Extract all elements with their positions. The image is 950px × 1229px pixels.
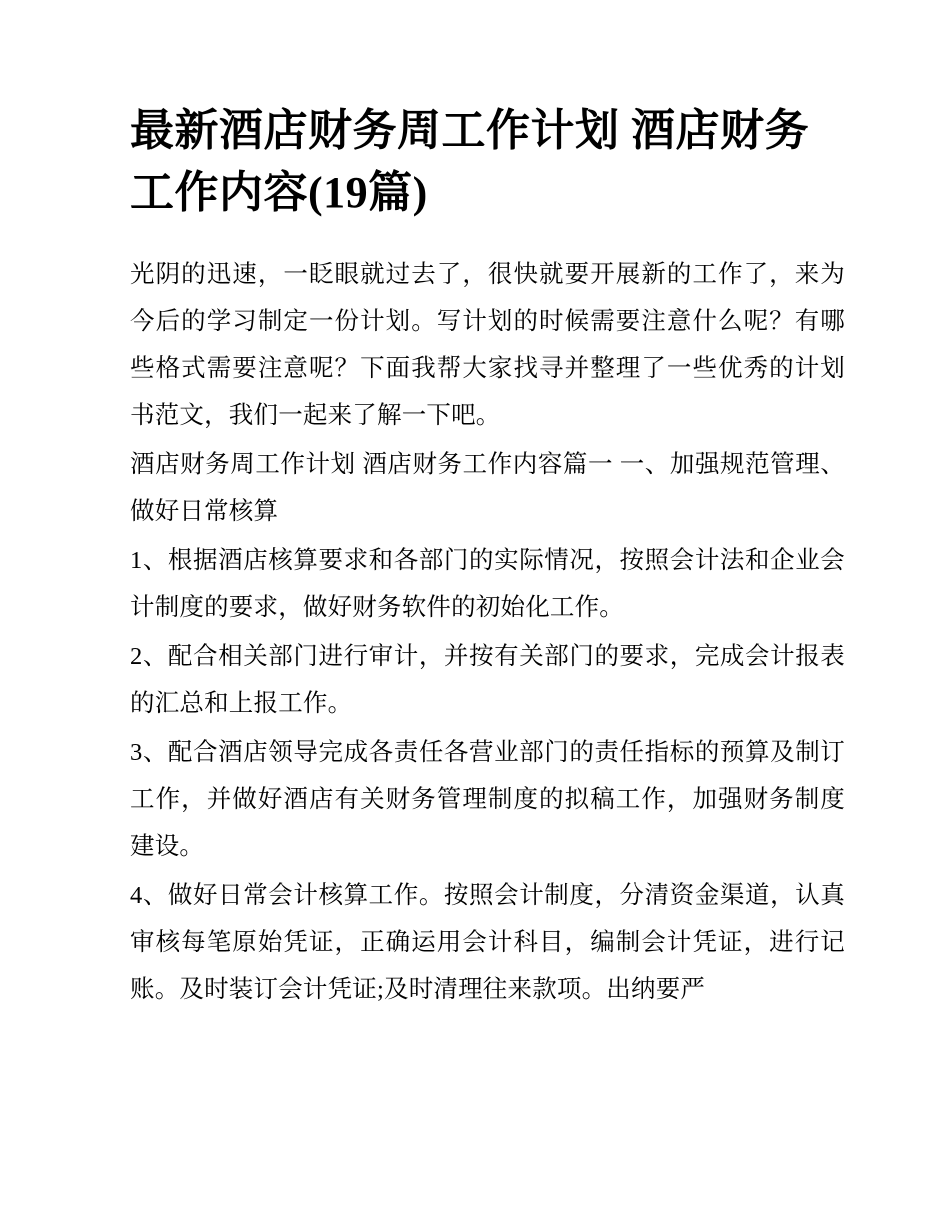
body-paragraph: 3、配合酒店领导完成各责任各营业部门的责任指标的预算及制订工作，并做好酒店有关财务管理制度的拟稿工作，加强财务制度建设。 — [130, 739, 845, 861]
body-paragraph: 光阴的迅速，一眨眼就过去了，很快就要开展新的工作了，来为今后的学习制定一份计划。写计划的时候需要注意什么呢？有哪些格式需要注意呢？下面我帮大家找寻并整理了一些优秀的计划书范文，我们一起来了解一下吧。 — [130, 260, 845, 430]
body-paragraph: 2、配合相关部门进行审计，并按有关部门的要求，完成会计报表的汇总和上报工作。 — [130, 643, 845, 718]
body-paragraph: 酒店财务周工作计划 酒店财务工作内容篇一 一、加强规范管理、做好日常核算 — [130, 451, 845, 526]
page-title: 最新酒店财务周工作计划 酒店财务工作内容(19篇) — [130, 106, 809, 218]
body-paragraph: 1、根据酒店核算要求和各部门的实际情况，按照会计法和企业会计制度的要求，做好财务软件的初始化工作。 — [130, 547, 845, 622]
body-paragraph: 4、做好日常会计核算工作。按照会计制度，分清资金渠道，认真审核每笔原始凭证，正确运用会计科目，编制会计凭证，进行记账。及时装订会计凭证;及时清理往来款项。出纳要严 — [130, 882, 845, 1004]
